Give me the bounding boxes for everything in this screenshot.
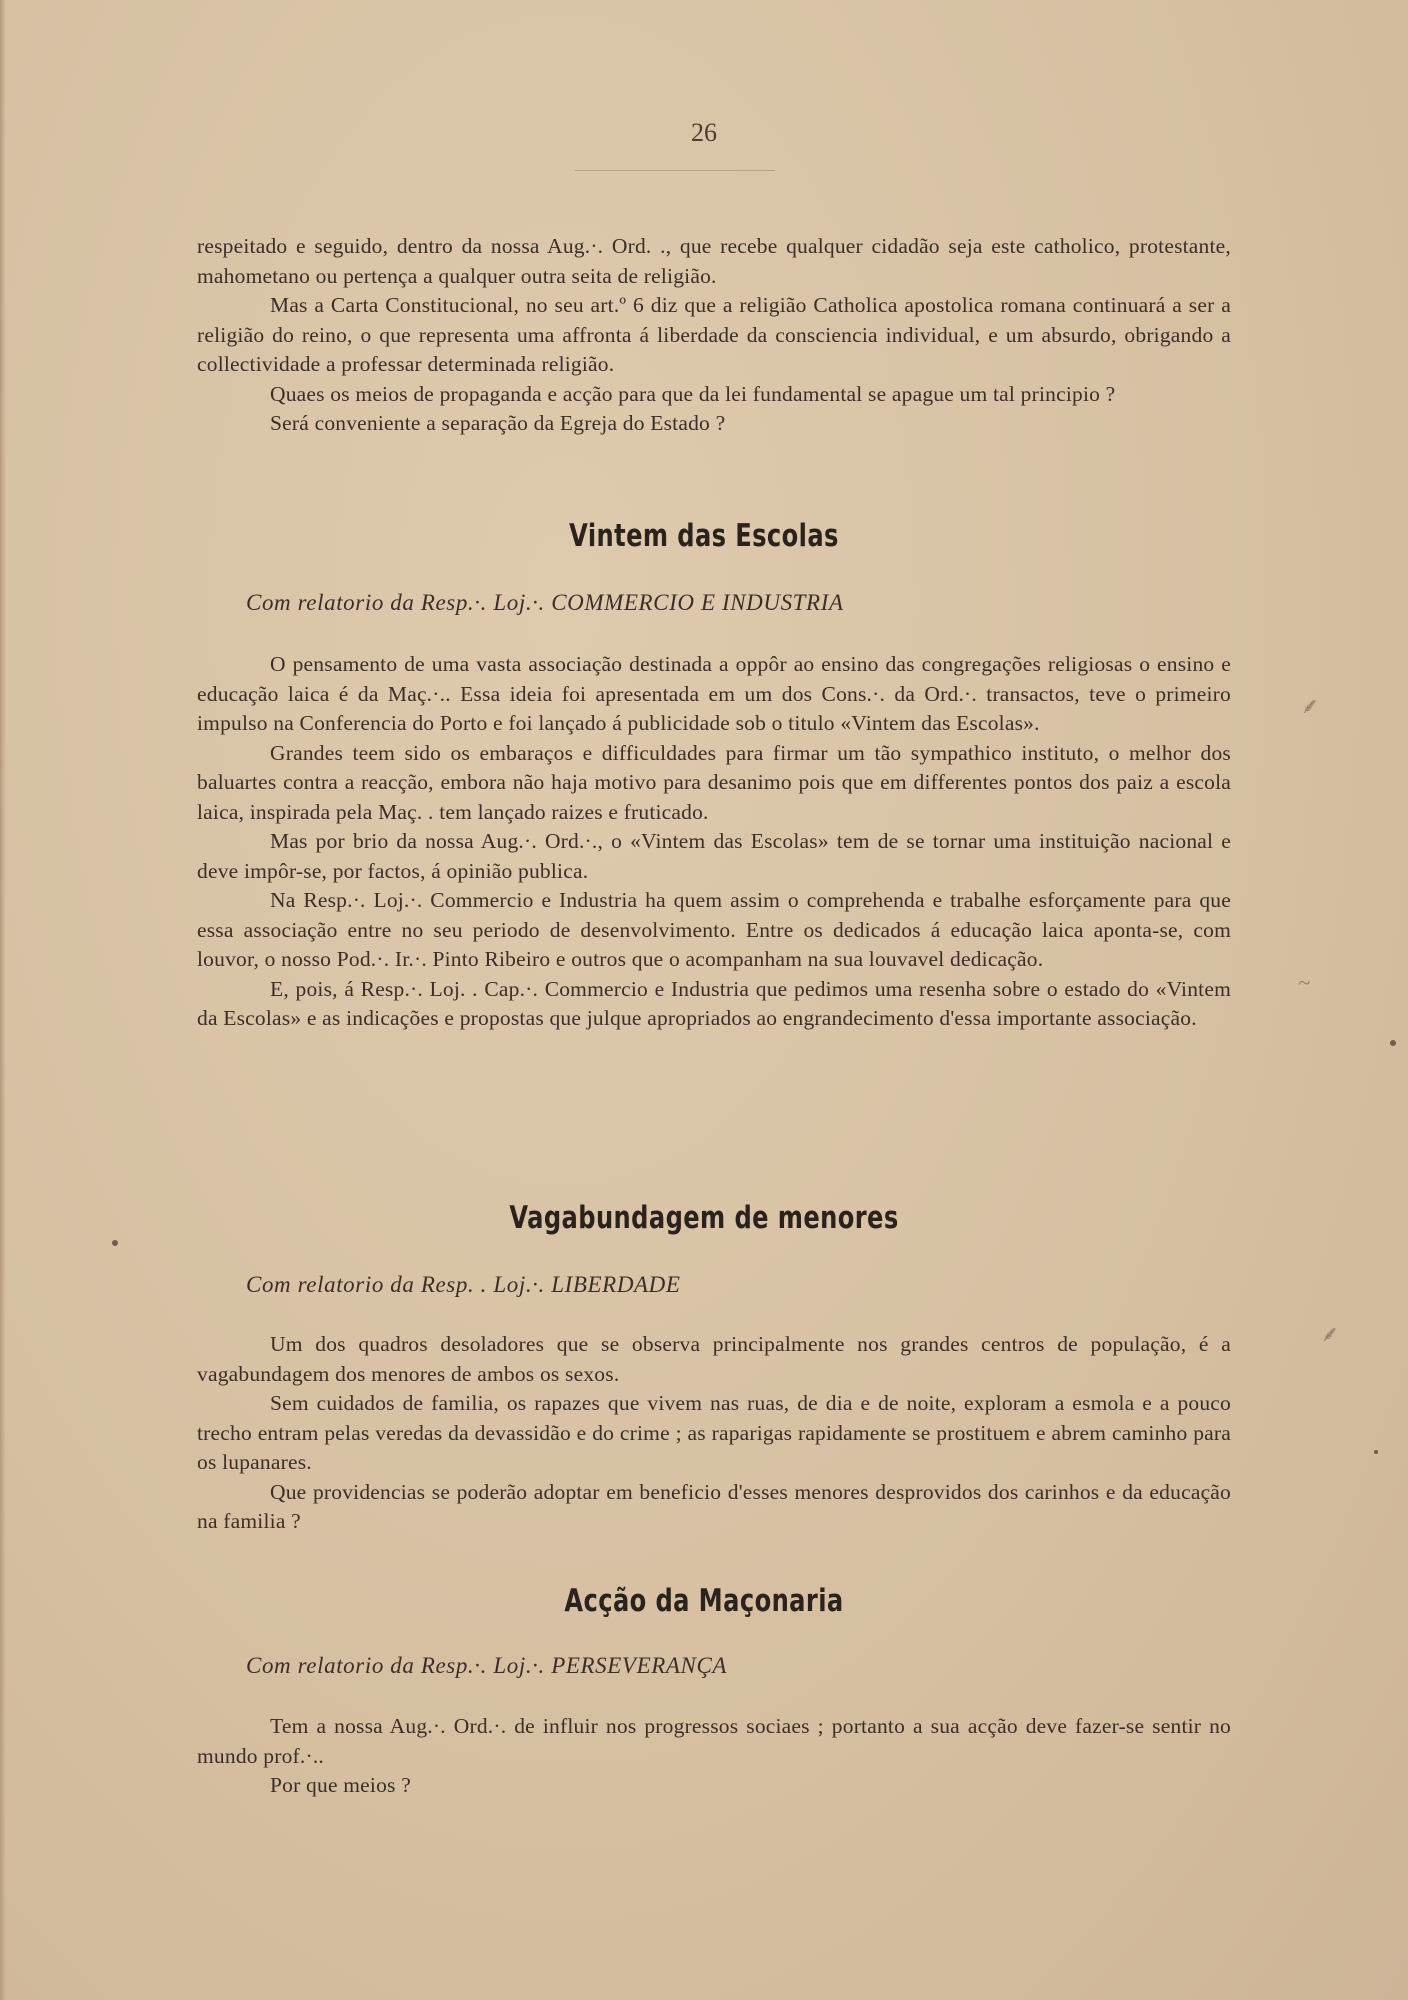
ink-speck bbox=[1374, 1450, 1378, 1454]
section-paragraph: Por que meios ? bbox=[270, 1773, 411, 1797]
section-title-vagabundagem: Vagabundagem de menores bbox=[509, 1200, 899, 1236]
ink-speck bbox=[1390, 1040, 1396, 1046]
margin-ink-mark: ⸙ bbox=[1320, 1321, 1337, 1346]
margin-ink-mark: ⸙ bbox=[1300, 693, 1317, 718]
section-relatorio: Com relatorio da Resp. . Loj.·. LIBERDADE bbox=[246, 1272, 681, 1297]
ink-speck bbox=[112, 1240, 118, 1246]
section-paragraph: Tem a nossa Aug.·. Ord.·. de influir nos progressos sociaes ; portanto a sua acção deve fazer-se sentir no mundo prof.·.. bbox=[197, 1714, 1231, 1768]
section-paragraph: Na Resp.·. Loj.·. Commercio e Industria ha quem assim o comprehenda e trabalhe esforçamente para que essa associação entre no seu periodo de desenvolvimento. Entre os dedicados á educação laica aponta-se, com louvor, o nosso Pod.·. Ir.·. Pinto Ribeiro e outros que o acompanham na sua louvavel dedicação. bbox=[197, 888, 1231, 971]
section-paragraph: Grandes teem sido os embaraços e difficuldades para firmar um tão sympathico instituto, o melhor dos baluartes contra a reacção, embora não haja motivo para desanimo pois que em differentes pontos dos paiz a escola laica, inspirada pela Maç. . tem lançado raizes e fruticado. bbox=[197, 740, 1231, 824]
section-relatorio: Com relatorio da Resp.·. Loj.·. PERSEVERANÇA bbox=[246, 1653, 728, 1678]
intro-paragraph: Será conveniente a separação da Egreja do Estado ? bbox=[270, 411, 726, 435]
section-paragraph: Mas por brio da nossa Aug.·. Ord.·., o «Vintem das Escolas» tem de se tornar uma instituição nacional e deve impôr-se, por factos, á opinião publica. bbox=[197, 829, 1231, 883]
section-title-accao: Acção da Maçonaria bbox=[564, 1583, 844, 1619]
header-rule bbox=[575, 170, 775, 171]
intro-block bbox=[197, 232, 1231, 439]
section-title-vintem: Vintem das Escolas bbox=[569, 518, 839, 554]
intro-paragraph: Quaes os meios de propaganda e acção para que da lei fundamental se apague um tal principio ? bbox=[270, 381, 1116, 406]
page-edge-shadow bbox=[0, 0, 6, 2000]
section-body-vintem bbox=[197, 650, 1231, 1034]
section-body-accao bbox=[197, 1712, 1231, 1801]
section-paragraph: E, pois, á Resp.·. Loj. . Cap.·. Commercio e Industria que pedimos uma resenha sobre o estado do «Vintem da Escolas» e as indicações e propostas que julque apropriados ao engrandecimento d'essa importante associação. bbox=[197, 976, 1231, 1030]
section-paragraph: Sem cuidados de familia, os rapazes que vivem nas ruas, de dia e de noite, exploram a esmola e a pouco trecho entram pelas veredas da devassidão e do crime ; as raparigas rapidamente se prostituem e abrem caminho para os lupanares. bbox=[197, 1391, 1231, 1474]
section-body-vagabundagem bbox=[197, 1330, 1231, 1537]
margin-ink-mark: ~ bbox=[1298, 970, 1310, 995]
page-number: 26 bbox=[691, 118, 717, 147]
intro-paragraph: respeitado e seguido, dentro da nossa Aug.·. Ord. ., que recebe qualquer cidadão seja este catholico, protestante, mahometano ou pertença a qualquer outra seita de religião. bbox=[197, 234, 1231, 288]
section-paragraph: O pensamento de uma vasta associação destinada a oppôr ao ensino das congregações religiosas o ensino e educação laica é da Maç.·.. Essa ideia foi apresentada em um dos Cons.·. da Ord.·. transactos, teve o primeiro impulso na Conferencia do Porto e foi lançado á publicidade sob o titulo «Vintem das Escolas». bbox=[197, 652, 1231, 735]
section-relatorio: Com relatorio da Resp.·. Loj.·. COMMERCIO E INDUSTRIA bbox=[246, 590, 844, 615]
section-paragraph: Um dos quadros desoladores que se observa principalmente nos grandes centros de população, é a vagabundagem dos menores de ambos os sexos. bbox=[197, 1332, 1231, 1386]
intro-paragraph: Mas a Carta Constitucional, no seu art.º 6 diz que a religião Catholica apostolica romana continuará a ser a religião do reino, o que representa uma affronta á liberdade da consciencia individual, e um absurdo, obrigando a collectividade a professar determinada religião. bbox=[197, 293, 1231, 376]
section-paragraph: Que providencias se poderão adoptar em beneficio d'esses menores desprovidos dos carinhos e da educação na familia ? bbox=[197, 1479, 1231, 1533]
